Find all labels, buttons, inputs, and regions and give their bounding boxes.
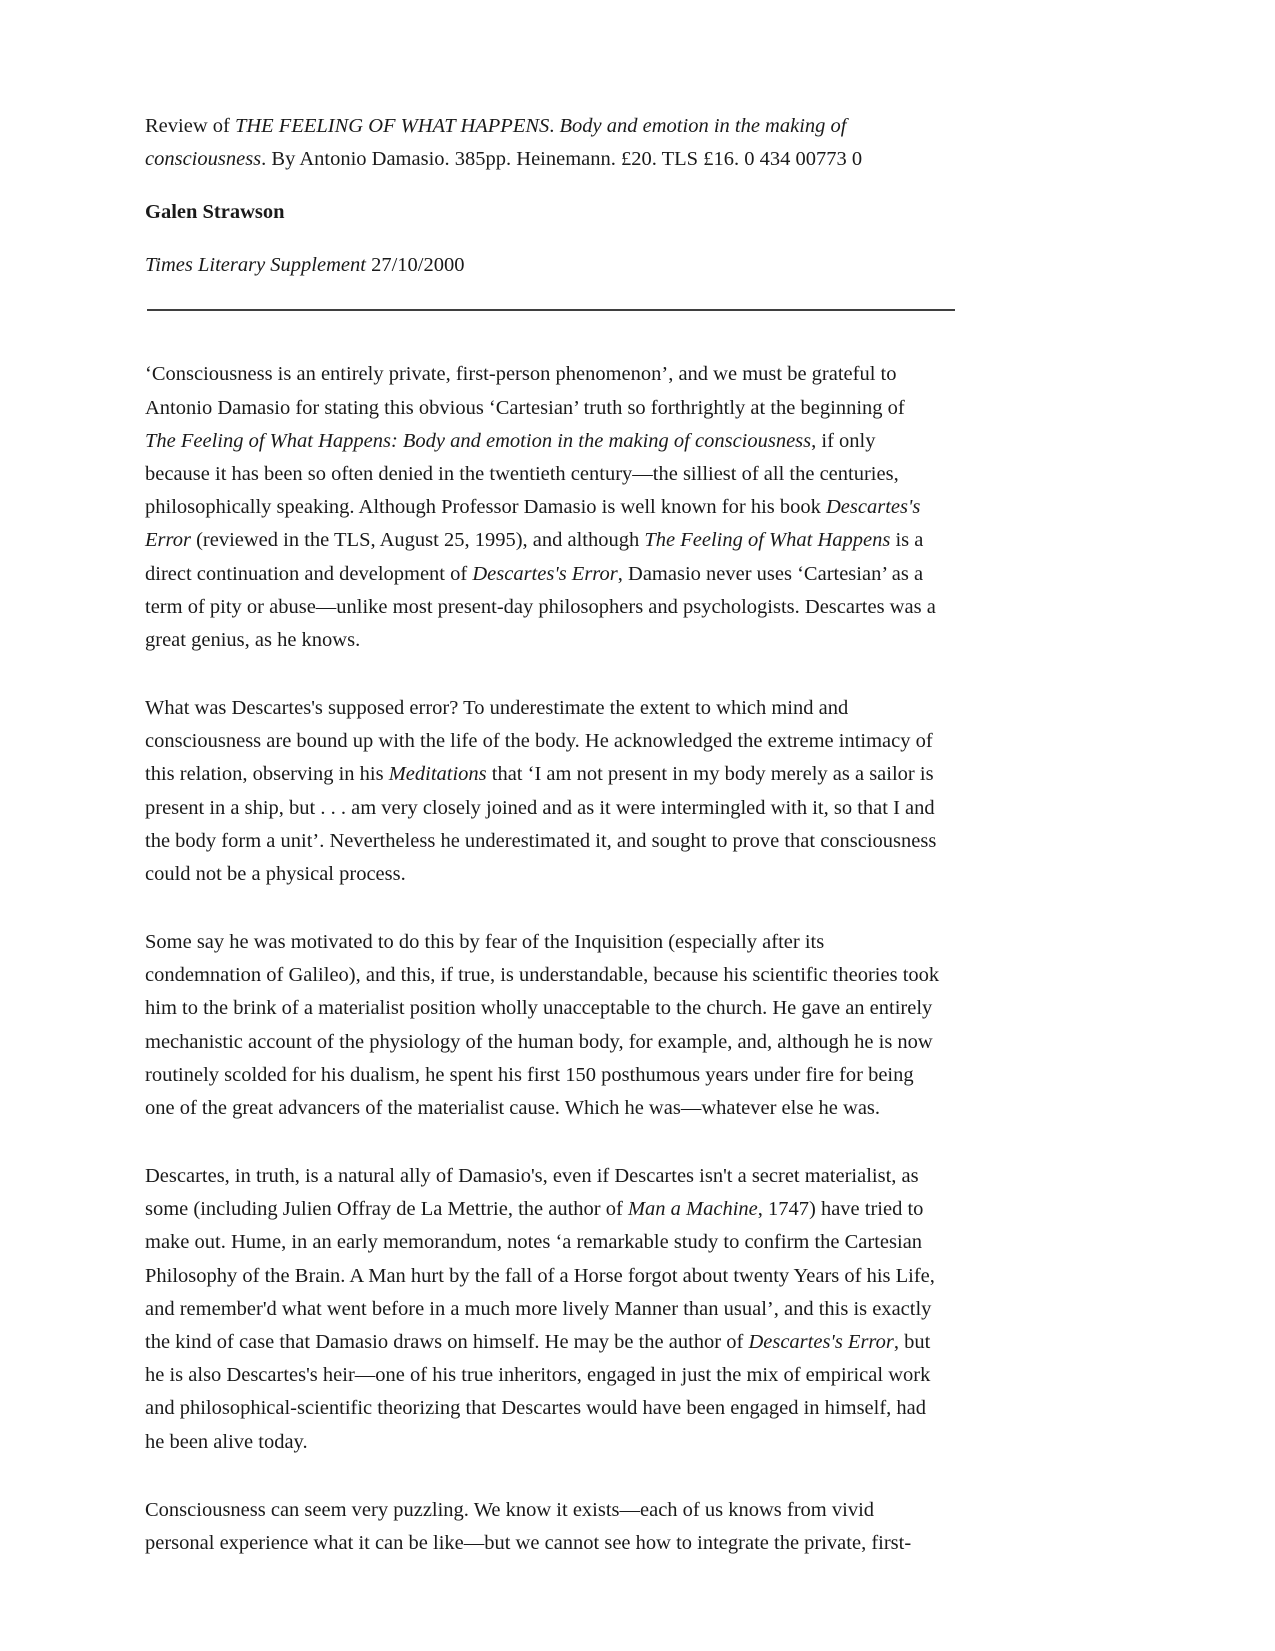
review-title bbox=[145, 110, 1045, 176]
text-line: he is also Descartes's heir—one of his true inheritors, engaged in just the mix of empirical work bbox=[145, 1364, 931, 1387]
text-line: he been alive today. bbox=[145, 1430, 308, 1453]
text-line: Error (reviewed in the TLS, August 25, 1995), and although The Feeling of What Happens is a bbox=[145, 529, 924, 552]
text-line: What was Descartes's supposed error? To underestimate the extent to which mind and bbox=[145, 697, 849, 720]
author-byline: Galen Strawson bbox=[145, 201, 285, 224]
paragraph bbox=[145, 926, 1045, 1125]
text-line: make out. Hume, in an early memorandum, notes ‘a remarkable study to confirm the Cartesian bbox=[145, 1231, 923, 1254]
text-line: Descartes, in truth, is a natural ally of Damasio's, even if Descartes isn't a secret materialist, as bbox=[145, 1165, 919, 1188]
text-line: ‘Consciousness is an entirely private, first-person phenomenon’, and we must be grateful to bbox=[145, 363, 897, 386]
document-page bbox=[145, 110, 1045, 1595]
text-line: Philosophy of the Brain. A Man hurt by the fall of a Horse forgot about twenty Years of his Life, bbox=[145, 1264, 935, 1287]
text-line: philosophically speaking. Although Professor Damasio is well known for his book Descartes's bbox=[145, 496, 921, 519]
text-line: personal experience what it can be like—but we cannot see how to integrate the private, first- bbox=[145, 1531, 912, 1554]
text-line: the kind of case that Damasio draws on himself. He may be the author of Descartes's Error, but bbox=[145, 1331, 931, 1354]
title-line-2: consciousness. By Antonio Damasio. 385pp. Heinemann. £20. TLS £16. 0 434 00773 0 bbox=[145, 148, 863, 171]
title-line-1: Review of THE FEELING OF WHAT HAPPENS. Body and emotion in the making of bbox=[145, 115, 847, 137]
text-line: Antonio Damasio for stating this obvious ‘Cartesian’ truth so forthrightly at the beginning of bbox=[145, 396, 905, 419]
text-line: term of pity or abuse—unlike most present-day philosophers and psychologists. Descartes was a bbox=[145, 595, 936, 618]
text-line: this relation, observing in his Meditations that ‘I am not present in my body merely as a sailor is bbox=[145, 763, 934, 786]
text-line: routinely scolded for his dualism, he spent his first 150 posthumous years under fire for being bbox=[145, 1063, 914, 1086]
text-line: him to the brink of a materialist position wholly unacceptable to the church. He gave an entirely bbox=[145, 997, 933, 1020]
text-line: The Feeling of What Happens: Body and emotion in the making of consciousness, if only bbox=[145, 429, 876, 452]
text-line: mechanistic account of the physiology of the human body, for example, and, although he is now bbox=[145, 1030, 933, 1053]
text-line: Consciousness can seem very puzzling. We know it exists—each of us knows from vivid bbox=[145, 1498, 875, 1521]
text-line: one of the great advancers of the materialist cause. Which he was—whatever else he was. bbox=[145, 1097, 881, 1120]
text-line: some (including Julien Offray de La Mettrie, the author of Man a Machine, 1747) have tried to bbox=[145, 1198, 924, 1221]
text-line: because it has been so often denied in the twentieth century—the silliest of all the centuries, bbox=[145, 463, 899, 486]
text-line: condemnation of Galileo), and this, if true, is understandable, because his scientific theories took bbox=[145, 964, 940, 987]
text-line: and philosophical-scientific theorizing that Descartes would have been engaged in himself, had bbox=[145, 1397, 927, 1420]
text-line: Some say he was motivated to do this by fear of the Inquisition (especially after its bbox=[145, 931, 825, 954]
text-line: direct continuation and development of Descartes's Error, Damasio never uses ‘Cartesian’ as a bbox=[145, 562, 924, 585]
paragraph bbox=[145, 1160, 1045, 1459]
text-line: consciousness are bound up with the life of the body. He acknowledged the extreme intimacy of bbox=[145, 730, 933, 753]
paragraph bbox=[145, 358, 1045, 657]
text-line: could not be a physical process. bbox=[145, 863, 406, 886]
text-line: great genius, as he knows. bbox=[145, 629, 361, 652]
paragraph bbox=[145, 692, 1045, 891]
text-line: the body form a unit’. Nevertheless he underestimated it, and sought to prove that consciousness bbox=[145, 829, 937, 852]
text-line: and remember'd what went before in a much more lively Manner than usual’, and this is exactly bbox=[145, 1297, 932, 1320]
publication-source: Times Literary Supplement 27/10/2000 bbox=[145, 254, 465, 277]
text-line: present in a ship, but . . . am very closely joined and as it were intermingled with it, so that I and bbox=[145, 796, 935, 819]
paragraph bbox=[145, 1494, 1045, 1560]
horizontal-divider bbox=[147, 309, 955, 311]
review-body bbox=[145, 358, 1045, 1560]
